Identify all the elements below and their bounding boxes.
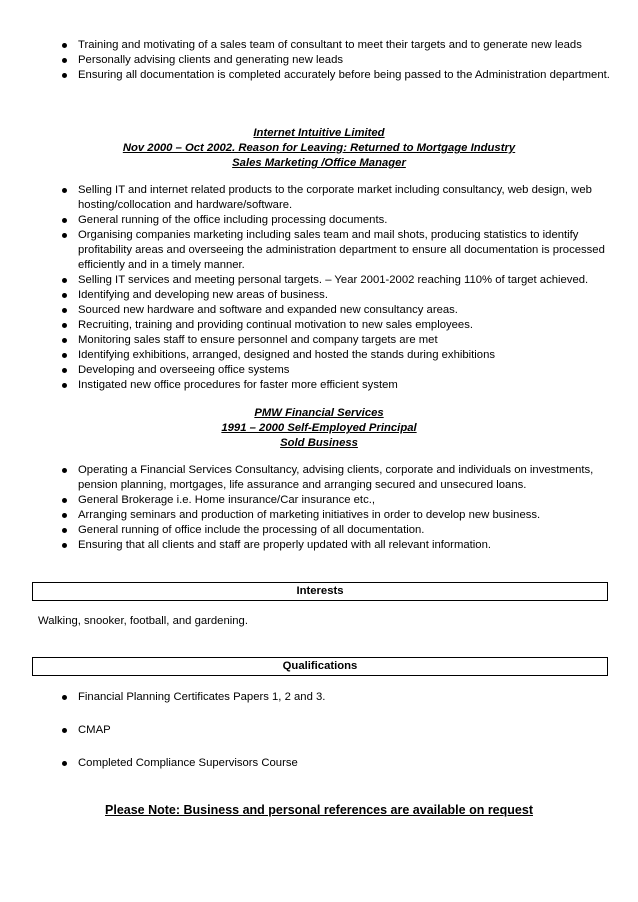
list-item: Ensuring all documentation is completed accurately before being passed to the Administration department. [0,68,638,83]
top-bullet-list [0,38,638,83]
list-item: Completed Compliance Supervisors Course [0,756,638,771]
list-item: Arranging seminars and production of marketing initiatives in order to develop new business. [0,508,638,523]
job2-duties [0,463,638,553]
qualifications-heading: Qualifications [32,657,608,676]
list-item: Selling IT and internet related products to the corporate market including consultancy, web design, web hosting/collocation and hardware/software. [0,183,638,213]
list-item: Training and motivating of a sales team of consultant to meet their targets and to generate new leads [0,38,638,53]
job1-dates: Nov 2000 – Oct 2002. Reason for Leaving: Returned to Mortgage Industry [122,142,516,154]
interests-text: Walking, snooker, football, and gardening. [38,615,248,627]
list-item: Operating a Financial Services Consultancy, advising clients, corporate and individuals on investments, pension planning, mortgages, life assurance and arranging secured and unsecured loans. [0,463,638,493]
list-item: Financial Planning Certificates Papers 1, 2 and 3. [0,690,638,705]
list-item: Identifying exhibitions, arranged, designed and hosted the stands during exhibitions [0,348,638,363]
top-bullets [0,38,638,83]
list-item: Personally advising clients and generating new leads [0,53,638,68]
job2-role: Sold Business [280,437,358,449]
list-item: Instigated new office procedures for faster more efficient system [0,378,638,393]
references-note: Please Note: Business and personal references are available on request [105,803,533,817]
job1-bullet-list [0,183,638,393]
job1-company: Internet Intuitive Limited [253,127,385,139]
list-item: General running of office include the processing of all documentation. [0,523,638,538]
qualifications-list [0,690,638,771]
list-item: Selling IT services and meeting personal targets. – Year 2001-2002 reaching 110% of target achieved. [0,273,638,288]
list-item: Developing and overseeing office systems [0,363,638,378]
list-item: Recruiting, training and providing continual motivation to new sales employees. [0,318,638,333]
list-item: Identifying and developing new areas of business. [0,288,638,303]
list-item: CMAP [0,723,638,738]
job2-heading [0,406,638,451]
list-item: Monitoring sales staff to ensure personnel and company targets are met [0,333,638,348]
job1-heading [0,126,638,171]
job1-role: Sales Marketing /Office Manager [232,157,406,169]
job2-dates: 1991 – 2000 Self-Employed Principal [221,422,417,434]
list-item: Organising companies marketing including sales team and mail shots, producing statistics to identify profitability areas and overseeing the administration department to ensure all documentation is processed efficiently and in a timely manner. [0,228,638,273]
list-item: Sourced new hardware and software and expanded new consultancy areas. [0,303,638,318]
list-item: Ensuring that all clients and staff are properly updated with all relevant information. [0,538,638,553]
list-item: General Brokerage i.e. Home insurance/Car insurance etc., [0,493,638,508]
job2-company: PMW Financial Services [254,407,384,419]
list-item: General running of the office including processing documents. [0,213,638,228]
interests-heading: Interests [32,582,608,601]
qualifications-list-section [0,690,638,789]
job2-bullet-list [0,463,638,553]
job1-duties [0,183,638,393]
